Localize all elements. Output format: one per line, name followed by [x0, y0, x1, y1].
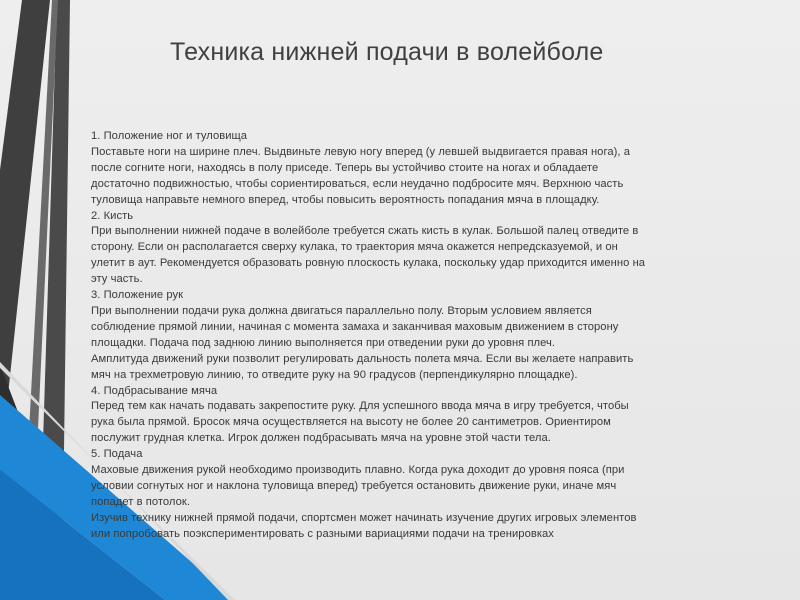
- slide-title: Техника нижней подачи в волейболе: [170, 38, 604, 66]
- body-line: При выполнении подачи рука должна двигаться параллельно полу. Вторым условием является: [91, 304, 592, 317]
- body-line: Изучив технику нижней прямой подачи, спортсмен может начинать изучение других игровых элементов: [91, 511, 637, 524]
- body-line: соблюдение прямой линии, начиная с момента замаха и заканчивая маховым движением в сторону: [91, 320, 619, 333]
- body-line: площадки. Подача под заднюю линию выполняется при отведении руки до уровня плеч.: [91, 336, 556, 349]
- slide-body: [91, 129, 756, 543]
- body-line: после согните ноги, находясь в полу приседе. Теперь вы устойчиво стоите на ногах и обладаете: [91, 161, 599, 174]
- body-line: 5. Подача: [91, 448, 143, 461]
- body-line: достаточно подвижностью, чтобы сориентироваться, если неудачно подбросите мяч. Верхнюю часть: [91, 177, 624, 190]
- body-line: условии согнутых ног и наклона туловища вперед) требуется остановить движение руки, иначе мяч: [91, 479, 617, 492]
- body-line: При выполнении нижней подаче в волейболе требуется сжать кисть в кулак. Большой палец отведите в: [91, 225, 639, 238]
- body-line: улетит в аут. Рекомендуется образовать ровную плоскость кулака, поскольку удар приходится именно на: [91, 257, 646, 270]
- body-line: 4. Подбрасывание мяча: [91, 384, 218, 397]
- body-line: Поставьте ноги на ширине плеч. Выдвиньте левую ногу вперед (у левшей выдвигается правая нога), а: [91, 145, 630, 158]
- body-line: рука была прямой. Бросок мяча осуществляется на высоту не более 20 сантиметров. Ориентиром: [91, 416, 611, 429]
- body-line: Амплитуда движений руки позволит регулировать дальность полета мяча. Если вы желаете направить: [91, 352, 634, 365]
- body-line: или попробовать поэкспериментировать с разными вариациями подачи на тренировках: [91, 527, 554, 540]
- body-line: 2. Кисть: [91, 209, 134, 222]
- body-line: мяч на трехметровую линию, то отведите руку на 90 градусов (перпендикулярно площадке).: [91, 368, 578, 381]
- body-line: попадет в потолок.: [91, 495, 191, 508]
- body-line: послужит грудная клетка. Игрок должен подбрасывать мяча на уровне этой части тела.: [91, 432, 551, 445]
- body-line: Перед тем как начать подавать закрепостите руку. Для успешного ввода мяча в игру требуется, чтобы: [91, 400, 629, 413]
- body-line: 3. Положение рук: [91, 289, 184, 302]
- body-line: сторону. Если он располагается сверху кулака, то траектория мяча окажется непредсказуемой, и он: [91, 241, 618, 254]
- body-line: эту часть.: [91, 273, 143, 286]
- body-line: туловища направьте немного вперед, чтобы повысить вероятность попадания мяча в площадку.: [91, 193, 600, 206]
- body-line: Маховые движения рукой необходимо производить плавно. Когда рука доходит до уровня пояса (при: [91, 464, 625, 477]
- body-line: 1. Положение ног и туловища: [91, 130, 248, 142]
